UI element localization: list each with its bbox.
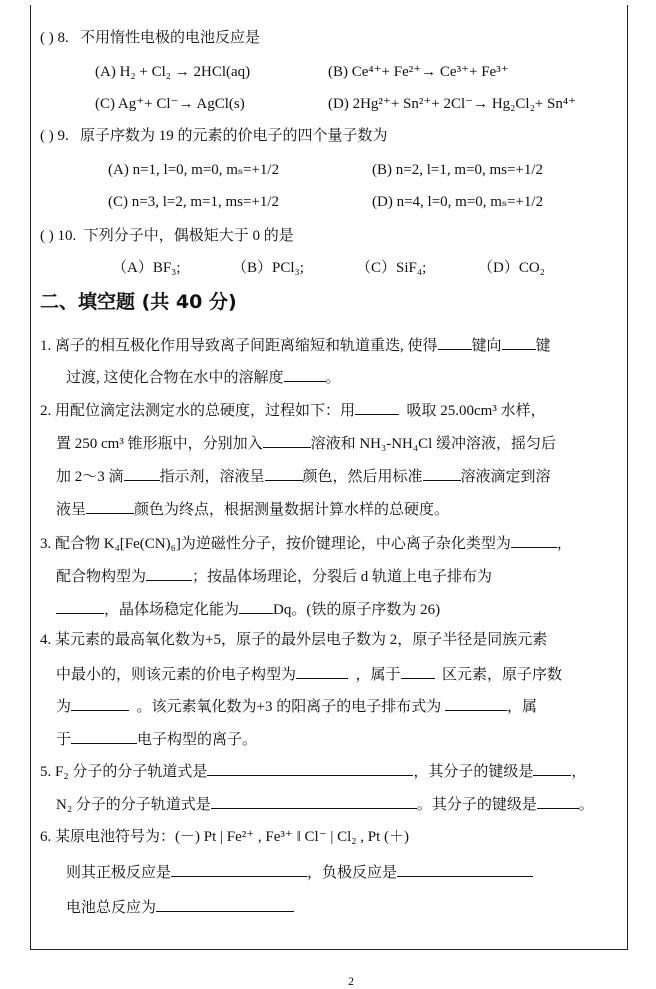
blank[interactable] (239, 598, 273, 614)
blank[interactable] (533, 760, 571, 776)
blank[interactable] (423, 465, 461, 481)
fill-question-4: 4. 某元素的最高氧化数为+5，原子的最外层电子数为 2，原子半径是同族元素 (40, 632, 548, 648)
fill-question-1: 1. 离子的相互极化作用导致离子间距离缩短和轨道重迭, 使得 键向 键 (40, 334, 551, 356)
option-a: （A）BF₃; (112, 260, 181, 276)
fill-question-2: 2. 用配位滴定法测定水的总硬度，过程如下：用 吸取 25.00cm³ 水样， (40, 399, 546, 421)
blank[interactable] (124, 465, 160, 481)
blank[interactable] (171, 861, 307, 877)
blank[interactable] (284, 366, 326, 382)
option-b: (B) Ce⁴⁺+ Fe²⁺→ Ce³⁺+ Fe³⁺ (328, 64, 509, 80)
option-c: (C) Ag⁺+ Cl⁻→ AgCl(s) (95, 96, 245, 112)
option-b: （B）PCl₃; (232, 260, 304, 276)
blank[interactable] (502, 334, 536, 350)
blank[interactable] (56, 598, 104, 614)
answer-paren[interactable]: ( ) (40, 228, 54, 244)
option-d: (D) 2Hg²⁺+ Sn²⁺+ 2Cl⁻→ Hg₂Cl₂+ Sn⁴⁺ (328, 96, 576, 112)
blank[interactable] (296, 663, 348, 679)
blank[interactable] (511, 532, 557, 548)
blank[interactable] (438, 334, 472, 350)
option-a: (A) n=1, l=0, m=0, mₛ=+1/2 (108, 162, 280, 178)
blank[interactable] (207, 760, 413, 776)
blank[interactable] (445, 695, 507, 711)
option-d: (D) n=4, l=0, m=0, mₛ=+1/2 (372, 194, 544, 210)
answer-paren[interactable]: ( ) (40, 128, 54, 144)
option-b: (B) n=2, l=1, m=0, ms=+1/2 (372, 162, 544, 178)
mc-question-8: ( ) 8. 不用惰性电极的电池反应是 (40, 30, 261, 46)
blank[interactable] (71, 695, 129, 711)
fill-question-3: 3. 配合物 K₄[Fe(CN)₆]为逆磁性分子，按价键理论，中心离子杂化类型为 ， (40, 532, 572, 554)
blank[interactable] (86, 498, 134, 514)
page-number: 2 (348, 974, 354, 988)
fill-question-5: 5. F₂ 分子的分子轨道式是 ，其分子的键级是 ， (40, 760, 586, 782)
blank[interactable] (355, 399, 399, 415)
blank[interactable] (71, 728, 137, 744)
option-c: (C) n=3, l=2, m=1, ms=+1/2 (108, 194, 280, 210)
blank[interactable] (265, 465, 303, 481)
option-a: (A) H₂ + Cl₂ → 2HCl(aq) (95, 64, 251, 80)
blank[interactable] (397, 861, 533, 877)
mc-question-10: ( ) 10. 下列分子中，偶极矩大于 0 的是 (40, 228, 294, 244)
blank[interactable] (537, 793, 579, 809)
option-c: （C）SiF₄; (356, 260, 427, 276)
blank[interactable] (146, 565, 192, 581)
answer-paren[interactable]: ( ) (40, 30, 54, 46)
fill-question-6: 6. 某原电池符号为：(－) Pt | Fe²⁺ , Fe³⁺ ‖ Cl⁻ | Cl₂ , Pt (＋) (40, 829, 410, 845)
blank[interactable] (156, 896, 294, 912)
option-d: （D）CO₂ (478, 260, 545, 276)
section-title: 二、填空题 (共 40 分) (40, 291, 237, 313)
blank[interactable] (401, 663, 435, 679)
blank[interactable] (263, 432, 311, 448)
mc-question-9: ( ) 9. 原子序数为 19 的元素的价电子的四个量子数为 (40, 128, 388, 144)
blank[interactable] (211, 793, 417, 809)
